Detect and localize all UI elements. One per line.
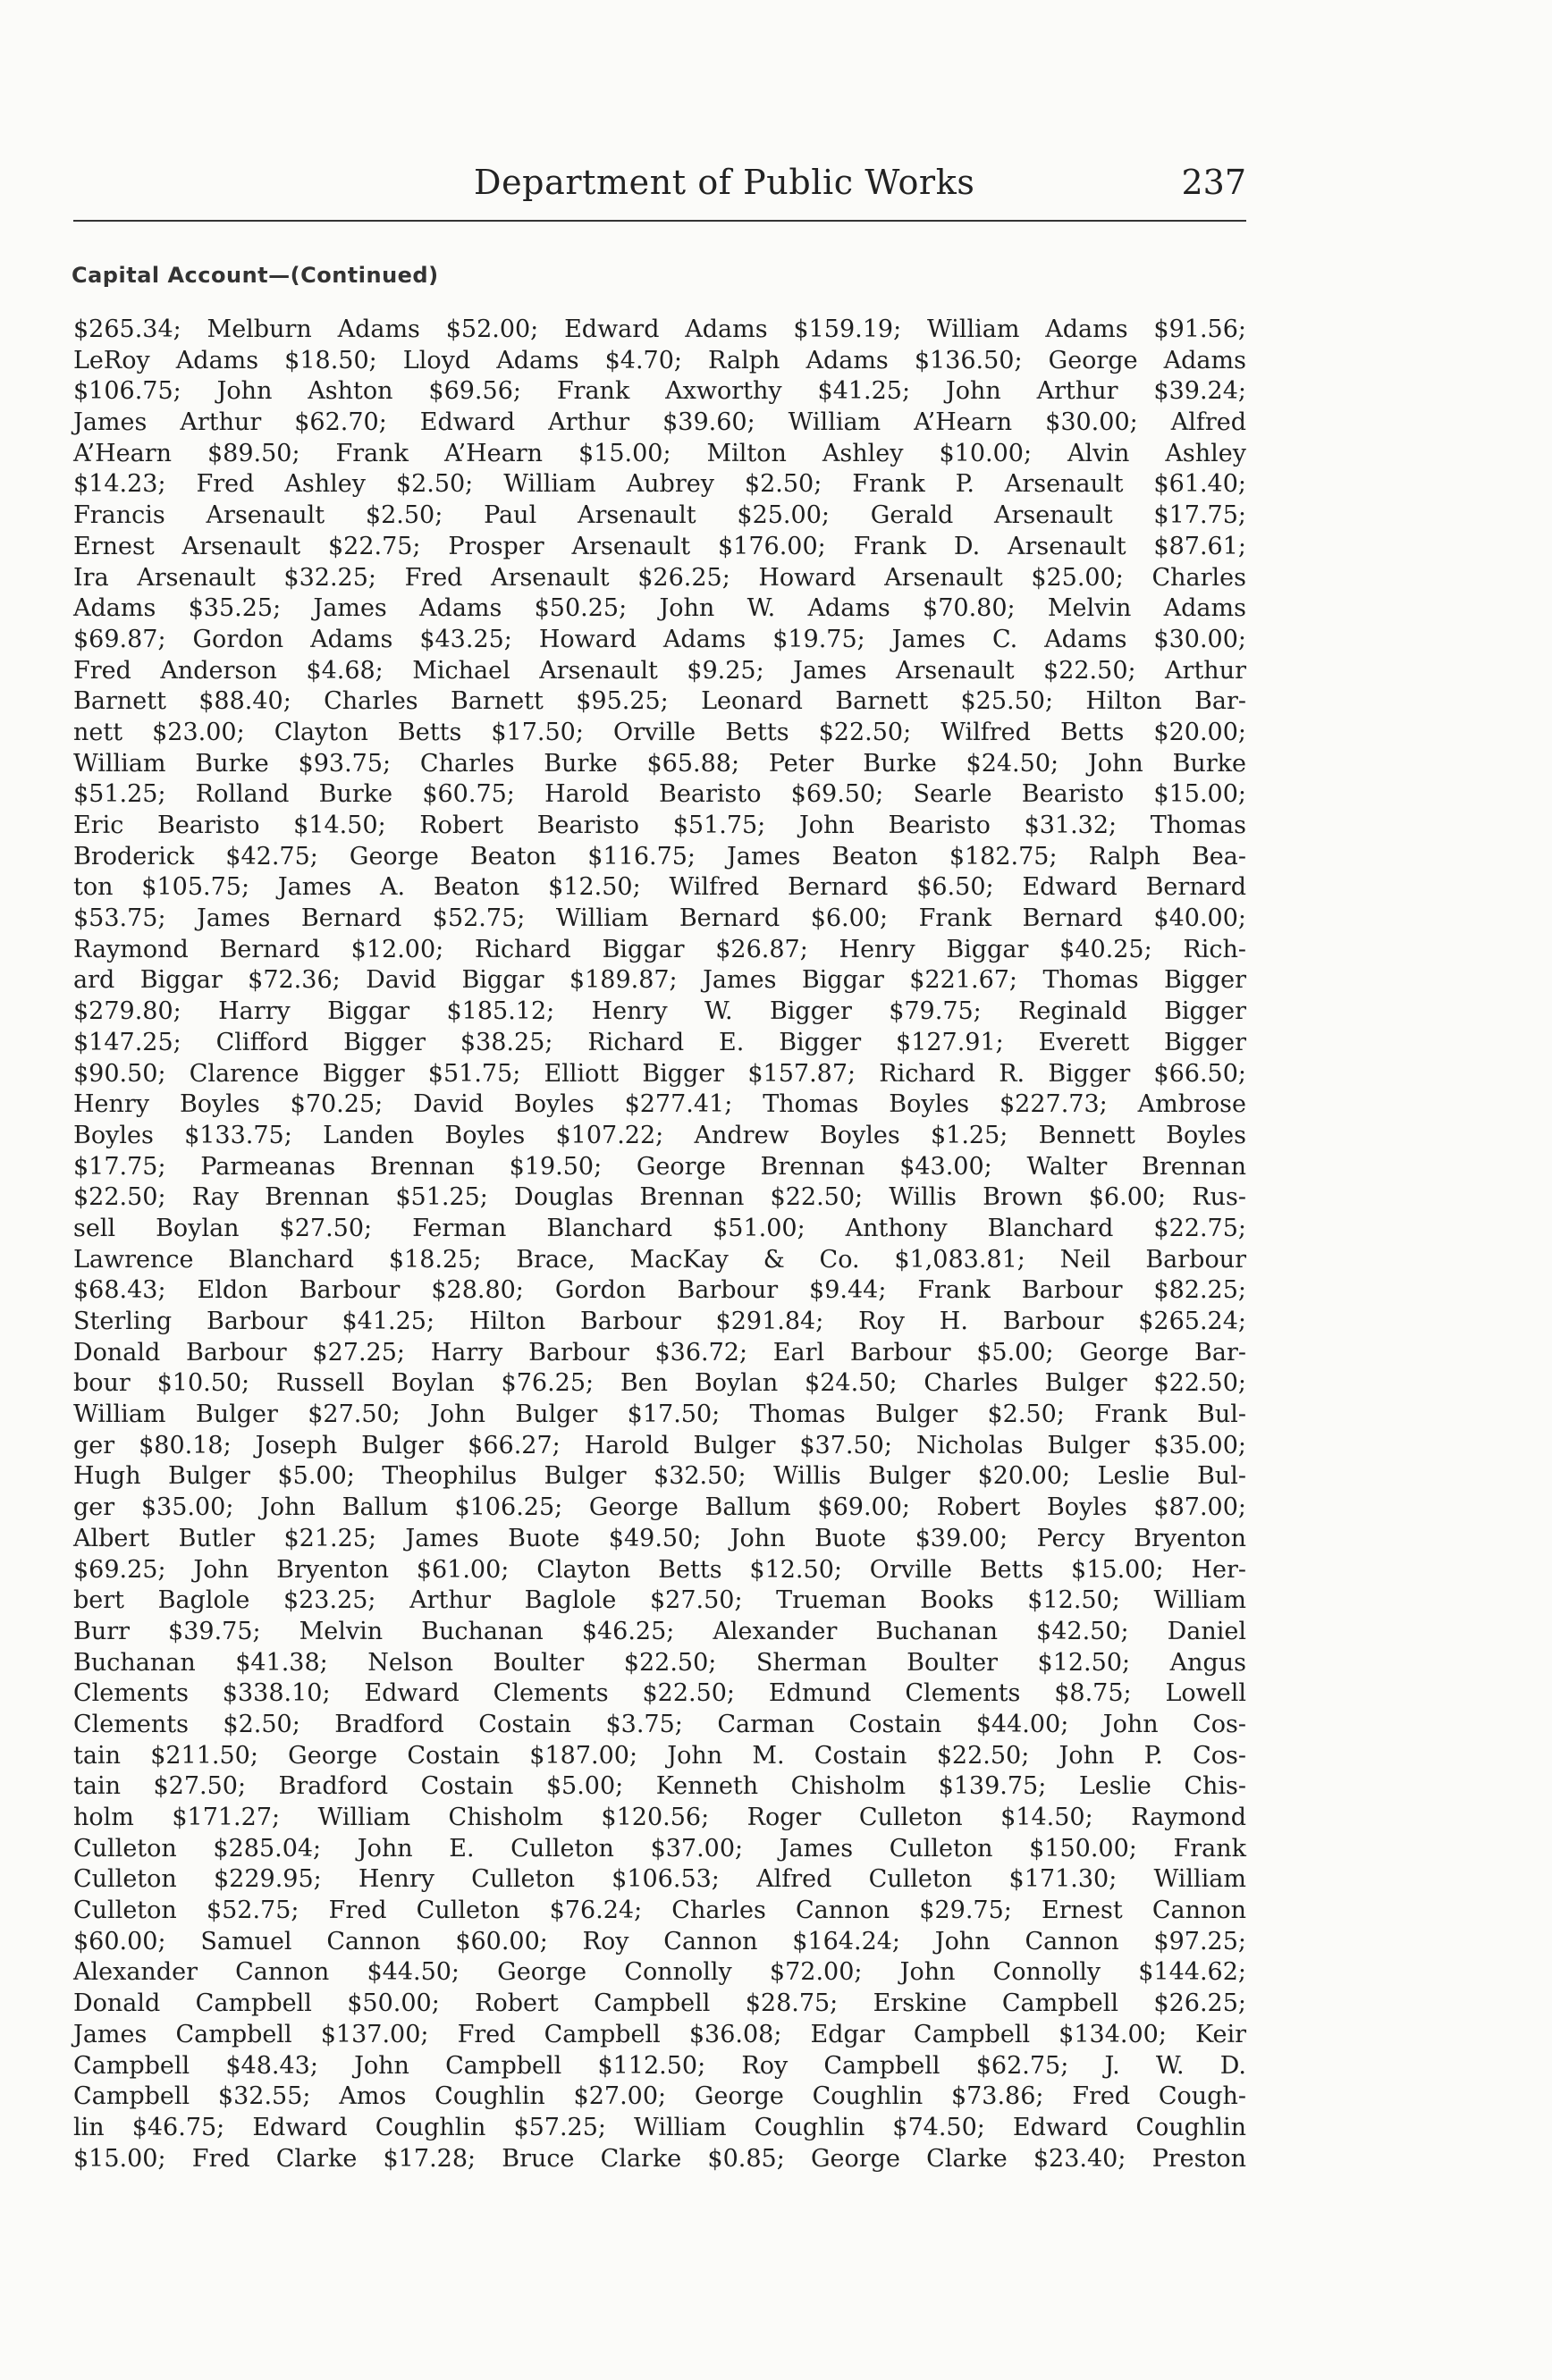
body-line: William Burke $93.75; Charles Burke $65.88; Peter Burke $24.50; John Burke: [73, 749, 1246, 778]
body-line: tain $211.50; George Costain $187.00; John M. Costain $22.50; John P. Cos-: [73, 1741, 1246, 1770]
body-line: Sterling Barbour $41.25; Hilton Barbour $291.84; Roy H. Barbour $265.24;: [73, 1308, 1246, 1335]
body-line: Culleton $52.75; Fred Culleton $76.24; Charles Cannon $29.75; Ernest Cannon: [73, 1896, 1246, 1925]
body-line: Lawrence Blanchard $18.25; Brace, MacKay & Co. $1,083.81; Neil Barbour: [73, 1245, 1246, 1274]
body-line: A’Hearn $89.50; Frank A’Hearn $15.00; Milton Ashley $10.00; Alvin Ashley: [73, 439, 1246, 467]
page-number: 237: [1181, 163, 1246, 202]
body-line: ger $80.18; Joseph Bulger $66.27; Harold Bulger $37.50; Nicholas Bulger $35.00;: [73, 1431, 1246, 1459]
body-line: $22.50; Ray Brennan $51.25; Douglas Brennan $22.50; Willis Brown $6.00; Rus-: [73, 1183, 1246, 1212]
body-line: $17.75; Parmeanas Brennan $19.50; George Brennan $43.00; Walter Brennan: [73, 1152, 1246, 1181]
body-line: ton $105.75; James A. Beaton $12.50; Wilfred Bernard $6.50; Edward Bernard: [73, 873, 1246, 902]
header-rule: [73, 220, 1246, 222]
body-line: sell Boylan $27.50; Ferman Blanchard $51.00; Anthony Blanchard $22.75;: [73, 1214, 1246, 1242]
body-line: LeRoy Adams $18.50; Lloyd Adams $4.70; Ralph Adams $136.50; George Adams: [73, 346, 1246, 374]
body-line: Henry Boyles $70.25; David Boyles $277.41; Thomas Boyles $227.73; Ambrose: [73, 1090, 1246, 1119]
body-line: $147.25; Clifford Bigger $38.25; Richard E. Bigger $127.91; Everett Bigger: [73, 1028, 1246, 1056]
body-line: Boyles $133.75; Landen Boyles $107.22; Andrew Boyles $1.25; Bennett Boyles: [73, 1121, 1246, 1149]
body-line: $51.25; Rolland Burke $60.75; Harold Bearisto $69.50; Searle Bearisto $15.00;: [73, 780, 1246, 809]
body-line: nett $23.00; Clayton Betts $17.50; Orville Betts $22.50; Wilfred Betts $20.00;: [73, 718, 1246, 746]
body-line: $14.23; Fred Ashley $2.50; William Aubrey $2.50; Frank P. Arsenault $61.40;: [73, 470, 1246, 499]
body-line: Culleton $229.95; Henry Culleton $106.53; Alfred Culleton $171.30; William: [73, 1865, 1246, 1894]
body-line: Broderick $42.75; George Beaton $116.75; James Beaton $182.75; Ralph Bea-: [73, 842, 1246, 870]
body-line: $68.43; Eldon Barbour $28.80; Gordon Barbour $9.44; Frank Barbour $82.25;: [73, 1276, 1246, 1305]
section-heading: Capital Account—(Continued): [72, 263, 439, 288]
body-line: Francis Arsenault $2.50; Paul Arsenault $25.00; Gerald Arsenault $17.75;: [73, 501, 1246, 530]
body-line: Adams $35.25; James Adams $50.25; John W. Adams $70.80; Melvin Adams: [73, 594, 1246, 623]
body-line: ger $35.00; John Ballum $106.25; George Ballum $69.00; Robert Boyles $87.00;: [73, 1493, 1246, 1522]
body-line: James Campbell $137.00; Fred Campbell $36.08; Edgar Campbell $134.00; Keir: [73, 2020, 1246, 2048]
body-line: William Bulger $27.50; John Bulger $17.50; Thomas Bulger $2.50; Frank Bul-: [73, 1400, 1246, 1429]
body-paragraph: [73, 315, 1246, 2174]
body-line: $106.75; John Ashton $69.56; Frank Axworthy $41.25; John Arthur $39.24;: [73, 377, 1246, 406]
body-line: ard Biggar $72.36; David Biggar $189.87; James Biggar $221.67; Thomas Bigger: [73, 966, 1246, 995]
body-line: Donald Barbour $27.25; Harry Barbour $36.72; Earl Barbour $5.00; George Bar-: [73, 1338, 1246, 1367]
body-line: Clements $2.50; Bradford Costain $3.75; Carman Costain $44.00; John Cos-: [73, 1710, 1246, 1738]
body-line: $279.80; Harry Biggar $185.12; Henry W. Bigger $79.75; Reginald Bigger: [73, 997, 1246, 1026]
body-line: $265.34; Melburn Adams $52.00; Edward Adams $159.19; William Adams $91.56;: [73, 315, 1246, 343]
body-line: Culleton $285.04; John E. Culleton $37.00; James Culleton $150.00; Frank: [73, 1834, 1246, 1863]
body-line: $60.00; Samuel Cannon $60.00; Roy Cannon $164.24; John Cannon $97.25;: [73, 1927, 1246, 1955]
running-header: [73, 163, 1246, 206]
body-line: Raymond Bernard $12.00; Richard Biggar $26.87; Henry Biggar $40.25; Rich-: [73, 935, 1246, 963]
body-line: Donald Campbell $50.00; Robert Campbell $28.75; Erskine Campbell $26.25;: [73, 1989, 1246, 2018]
body-line: Barnett $88.40; Charles Barnett $95.25; Leonard Barnett $25.50; Hilton Bar-: [73, 687, 1246, 716]
body-line: $69.25; John Bryenton $61.00; Clayton Betts $12.50; Orville Betts $15.00; Her-: [73, 1555, 1246, 1584]
body-line: Ira Arsenault $32.25; Fred Arsenault $26.25; Howard Arsenault $25.00; Charles: [73, 563, 1246, 592]
body-line: Alexander Cannon $44.50; George Connolly $72.00; John Connolly $144.62;: [73, 1958, 1246, 1987]
body-line: Eric Bearisto $14.50; Robert Bearisto $51.75; John Bearisto $31.32; Thomas: [73, 812, 1246, 839]
page-header-title: Department of Public Works: [474, 163, 975, 202]
body-line: Campbell $32.55; Amos Coughlin $27.00; George Coughlin $73.86; Fred Cough-: [73, 2082, 1246, 2111]
body-line: Buchanan $41.38; Nelson Boulter $22.50; Sherman Boulter $12.50; Angus: [73, 1648, 1246, 1677]
body-line: tain $27.50; Bradford Costain $5.00; Kenneth Chisholm $139.75; Leslie Chis-: [73, 1772, 1246, 1801]
body-line: lin $46.75; Edward Coughlin $57.25; William Coughlin $74.50; Edward Coughlin: [73, 2113, 1246, 2141]
body-line: $53.75; James Bernard $52.75; William Bernard $6.00; Frank Bernard $40.00;: [73, 904, 1246, 933]
body-line: bour $10.50; Russell Boylan $76.25; Ben Boylan $24.50; Charles Bulger $22.50;: [73, 1369, 1246, 1398]
body-line: $69.87; Gordon Adams $43.25; Howard Adams $19.75; James C. Adams $30.00;: [73, 625, 1246, 653]
body-line: bert Baglole $23.25; Arthur Baglole $27.50; Trueman Books $12.50; William: [73, 1586, 1246, 1615]
body-line: Burr $39.75; Melvin Buchanan $46.25; Alexander Buchanan $42.50; Daniel: [73, 1617, 1246, 1645]
body-line: James Arthur $62.70; Edward Arthur $39.60; William A’Hearn $30.00; Alfred: [73, 408, 1246, 437]
body-line: Hugh Bulger $5.00; Theophilus Bulger $32.50; Willis Bulger $20.00; Leslie Bul-: [73, 1462, 1246, 1491]
body-line: holm $171.27; William Chisholm $120.56; Roger Culleton $14.50; Raymond: [73, 1804, 1246, 1831]
body-line: Ernest Arsenault $22.75; Prosper Arsenault $176.00; Frank D. Arsenault $87.61;: [73, 532, 1246, 560]
body-line: Clements $338.10; Edward Clements $22.50; Edmund Clements $8.75; Lowell: [73, 1679, 1246, 1708]
body-line: $15.00; Fred Clarke $17.28; Bruce Clarke $0.85; George Clarke $23.40; Preston: [73, 2144, 1246, 2173]
body-line: Fred Anderson $4.68; Michael Arsenault $9.25; James Arsenault $22.50; Arthur: [73, 656, 1246, 685]
body-line: $90.50; Clarence Bigger $51.75; Elliott Bigger $157.87; Richard R. Bigger $66.50;: [73, 1059, 1246, 1088]
body-line: Albert Butler $21.25; James Buote $49.50; John Buote $39.00; Percy Bryenton: [73, 1524, 1246, 1552]
body-line: Campbell $48.43; John Campbell $112.50; Roy Campbell $62.75; J. W. D.: [73, 2051, 1246, 2080]
